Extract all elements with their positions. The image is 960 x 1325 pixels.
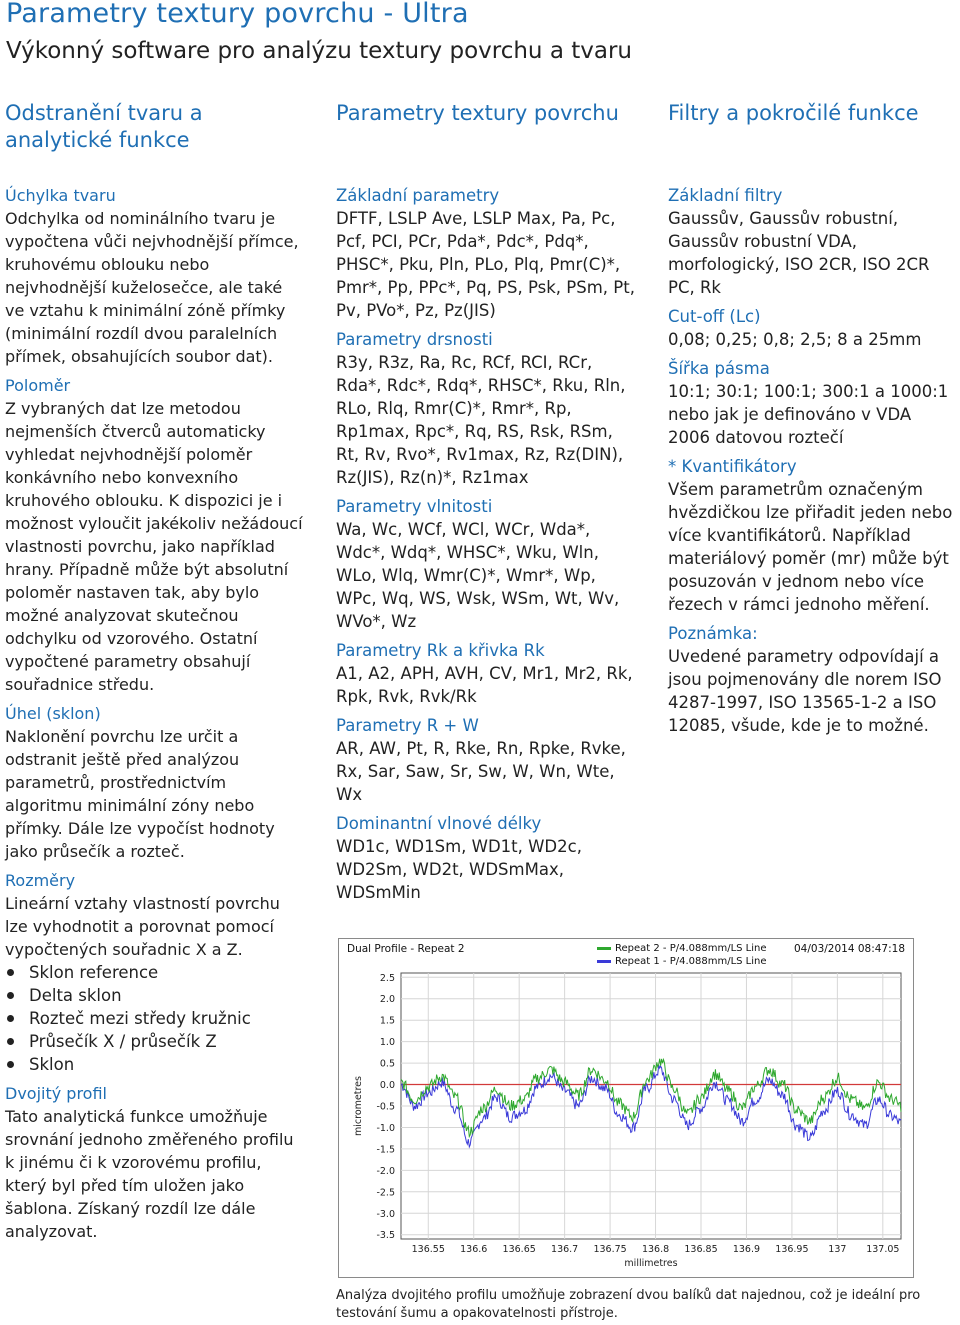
section-text-waviness: Wa, Wc, WCf, WCl, WCr, Wda*, Wdc*, Wdq*, WHSC*, Wku, Wln, WLo, Wlq, Wmr(C)*, Wmr*, Wp, WPc, Wq, WS, Wsk, WSm, Wt, Wv, WVo*, Wz bbox=[336, 520, 620, 631]
page-subtitle: Výkonný software pro analýzu textury povrchu a tvaru bbox=[6, 38, 632, 64]
x-tick-label: 136.95 bbox=[775, 1244, 809, 1255]
x-axis-label: millimetres bbox=[624, 1258, 678, 1269]
y-tick-label: -3.5 bbox=[376, 1230, 395, 1242]
section-title-qualifiers: * Kvantifikátory bbox=[668, 457, 797, 476]
column-heading-line1: Odstranění tvaru a bbox=[5, 101, 203, 125]
section-text-dominant-wavelengths: WD1c, WD1Sm, WD1t, WD2c, WD2Sm, WD2t, WDSmMax, WDSmMin bbox=[336, 837, 582, 902]
column-heading-line2: analytické funkce bbox=[5, 128, 190, 152]
legend-entry bbox=[597, 942, 767, 955]
section-text-rk: A1, A2, APH, AVH, CV, Mr1, Mr2, Rk, Rpk, Rvk, Rvk/Rk bbox=[336, 664, 633, 706]
list-item-label: Sklon reference bbox=[29, 963, 159, 982]
section-title-dimensions: Rozměry bbox=[5, 871, 76, 890]
chart-caption: Analýza dvojitého profilu umožňuje zobrazení dvou balíků dat najednou, což je ideální pro testování šumu a opakovatelnosti přístroje. bbox=[336, 1288, 921, 1321]
section-text-r-w: AR, AW, Pt, R, Rke, Rn, Rpke, Rvke, Rx, Sar, Saw, Sr, Sw, W, Wn, Wte, Wx bbox=[336, 739, 626, 804]
section-title-dual-profile: Dvojitý profil bbox=[5, 1084, 107, 1103]
section-text-angle: Naklonění povrchu lze určit a odstranit ještě před analýzou parametrů, prostřednictvím algoritmu minimální zóny nebo přímky. Dále lze vypočíst hodnoty jako průsečík a rozteč. bbox=[5, 727, 275, 861]
column-heading bbox=[5, 100, 305, 184]
y-tick-label: -1.5 bbox=[376, 1144, 395, 1156]
section-text-roughness: R3y, R3z, Ra, Rc, RCf, RCI, RCr, Rda*, Rdc*, Rdq*, RHSC*, Rku, Rln, RLo, Rlq, Rmr(C)*, Rmr*, Rp, Rp1max, Rpc*, Rq, RS, Rsk, RSm, Rt, Rv, Rvo*, Rv1max, Rz, Rz(DIN), Rz(JIS), Rz(n)*, Rz1max bbox=[336, 353, 626, 487]
section-text-bandwidth: 10:1; 30:1; 100:1; 300:1 a 1000:1 nebo jak je definováno v VDA 2006 datovou roztečí bbox=[668, 382, 949, 447]
section-title-radius: Poloměr bbox=[5, 376, 71, 395]
list-item bbox=[5, 1053, 305, 1076]
legend-swatch bbox=[597, 947, 611, 950]
y-tick-label: -0.5 bbox=[376, 1101, 395, 1113]
y-tick-label: 1.0 bbox=[379, 1037, 395, 1049]
y-tick-label: 2.5 bbox=[379, 972, 395, 984]
y-axis-label: micrometres bbox=[353, 1076, 364, 1136]
x-tick-label: 136.85 bbox=[684, 1244, 718, 1255]
bullet-icon bbox=[7, 1015, 14, 1022]
y-tick-label: -3.0 bbox=[376, 1208, 395, 1220]
bullet-icon bbox=[7, 1061, 14, 1068]
x-tick-label: 136.7 bbox=[551, 1244, 579, 1255]
y-tick-label: 1.5 bbox=[379, 1015, 395, 1027]
column-heading: Parametry textury povrchu bbox=[336, 101, 619, 125]
section-title-bandwidth: Šířka pásma bbox=[668, 359, 770, 378]
legend-label: Repeat 1 - P/4.088mm/LS Line bbox=[615, 956, 767, 967]
y-tick-label: 2.0 bbox=[379, 994, 395, 1006]
section-text-dual-profile: Tato analytická funkce umožňuje srovnání jednoho změřeného profilu k jinému či k vzorovému profilu, který byl před tím uložen jako šablona. Získaný rozdíl lze dále analyzovat. bbox=[5, 1107, 294, 1241]
chart-legend bbox=[597, 942, 767, 968]
list-item-label: Delta sklon bbox=[29, 986, 122, 1005]
column-texture-parameters bbox=[336, 100, 636, 904]
section-text-form-deviation: Odchylka od nominálního tvaru je vypočtena vůči nejvhodnější přímce, kruhovému oblouku nebo nejvhodnější kuželosečce, ale také ve vztahu k minimální zóně přímky (minimální rozdíl dvou paralelních přímek, obsahujících soubor dat). bbox=[5, 209, 299, 366]
x-tick-label: 136.8 bbox=[641, 1244, 670, 1255]
legend-swatch bbox=[597, 960, 611, 963]
y-tick-label: -1.0 bbox=[376, 1122, 395, 1134]
y-tick-label: 0.5 bbox=[379, 1058, 395, 1070]
legend-entry bbox=[597, 955, 767, 968]
x-tick-label: 137.05 bbox=[866, 1244, 900, 1255]
bullet-icon bbox=[7, 1038, 14, 1045]
column-heading: Filtry a pokročilé funkce bbox=[668, 101, 919, 125]
y-tick-label: -2.5 bbox=[376, 1187, 395, 1199]
section-title-basic-parameters: Základní parametry bbox=[336, 186, 500, 205]
section-title-r-w: Parametry R + W bbox=[336, 716, 479, 735]
section-text-radius: Z vybraných dat lze metodou nejmenších čtverců automaticky vyhledat nejvhodnější poloměr konkávního nebo konvexního kruhového oblouku. K dispozici je i možnost vyloučit jakékoliv nežádoucí vlastnosti povrchu, jako například hrany. Případně může být absolutní poloměr nastaven tak, aby bylo možné analyzovat skutečnou odchylku od vzorového. Ostatní vypočtené parametry obsahují souřadnice středu. bbox=[5, 399, 303, 694]
bullet-icon bbox=[7, 969, 14, 976]
y-tick-label: 0.0 bbox=[379, 1080, 395, 1092]
section-title-basic-filters: Základní filtry bbox=[668, 186, 783, 205]
bullet-icon bbox=[7, 992, 14, 999]
page-title: Parametry textury povrchu - Ultra bbox=[6, 0, 469, 29]
section-title-rk: Parametry Rk a křivka Rk bbox=[336, 641, 545, 660]
section-title-dominant-wavelengths: Dominantní vlnové délky bbox=[336, 814, 542, 833]
list-item bbox=[5, 1007, 305, 1030]
section-text-qualifiers: Všem parametrům označeným hvězdičkou lze přiřadit jeden nebo více kvantifikátorů. Například materiálový poměr (mr) může být posuzován v jednom nebo více řezech v rámci jednoho měření. bbox=[668, 480, 953, 614]
chart-date: 04/03/2014 08:47:18 bbox=[793, 943, 905, 955]
list-item-label: Rozteč mezi středy kružnic bbox=[29, 1009, 251, 1028]
x-tick-label: 136.55 bbox=[411, 1244, 445, 1255]
x-tick-label: 136.9 bbox=[732, 1244, 761, 1255]
x-tick-label: 137 bbox=[828, 1244, 847, 1255]
section-title-form-deviation: Úchylka tvaru bbox=[5, 186, 116, 205]
x-tick-label: 136.75 bbox=[593, 1244, 627, 1255]
chart-title: Dual Profile - Repeat 2 bbox=[347, 943, 465, 955]
section-title-cutoff: Cut-off (Lc) bbox=[668, 307, 761, 326]
section-title-note: Poznámka: bbox=[668, 624, 758, 643]
list-item bbox=[5, 984, 305, 1007]
y-tick-label: -2.0 bbox=[376, 1165, 395, 1177]
x-tick-label: 136.65 bbox=[502, 1244, 536, 1255]
section-title-roughness: Parametry drsnosti bbox=[336, 330, 493, 349]
list-item-label: Průsečík X / průsečík Z bbox=[29, 1032, 217, 1051]
section-text-dimensions: Lineární vztahy vlastností povrchu lze vyhodnotit a porovnat pomocí vypočtených souřadnic X a Z. bbox=[5, 894, 280, 959]
dimension-list bbox=[5, 961, 305, 1076]
column-form-removal bbox=[5, 100, 305, 1243]
section-text-basic-filters: Gaussův, Gaussův robustní, Gaussův robustní VDA, morfologický, ISO 2CR, ISO 2CR PC, Rk bbox=[668, 209, 930, 297]
list-item-label: Sklon bbox=[29, 1055, 75, 1074]
section-title-angle: Úhel (sklon) bbox=[5, 704, 101, 723]
chart-plot bbox=[339, 939, 915, 1279]
section-title-waviness: Parametry vlnitosti bbox=[336, 497, 493, 516]
section-text-basic-parameters: DFTF, LSLP Ave, LSLP Max, Pa, Pc, Pcf, PCI, PCr, Pda*, Pdc*, Pdq*, PHSC*, Pku, Pln, PLo, Plq, Pmr(C)*, Pmr*, Pp, PPc*, Pq, PS, Psk, PSm, Pt, Pv, PVo*, Pz, Pz(JIS) bbox=[336, 209, 635, 320]
section-text-cutoff: 0,08; 0,25; 0,8; 2,5; 8 a 25mm bbox=[668, 330, 922, 349]
list-item bbox=[5, 961, 305, 984]
legend-label: Repeat 2 - P/4.088mm/LS Line bbox=[615, 943, 767, 954]
list-item bbox=[5, 1030, 305, 1053]
x-tick-label: 136.6 bbox=[460, 1244, 488, 1255]
dual-profile-chart bbox=[338, 938, 914, 1278]
column-filters bbox=[668, 100, 958, 737]
section-text-note: Uvedené parametry odpovídají a jsou pojmenovány dle norem ISO 4287-1997, ISO 13565-1-2 a ISO 12085, všude, kde je to možné. bbox=[668, 647, 942, 735]
